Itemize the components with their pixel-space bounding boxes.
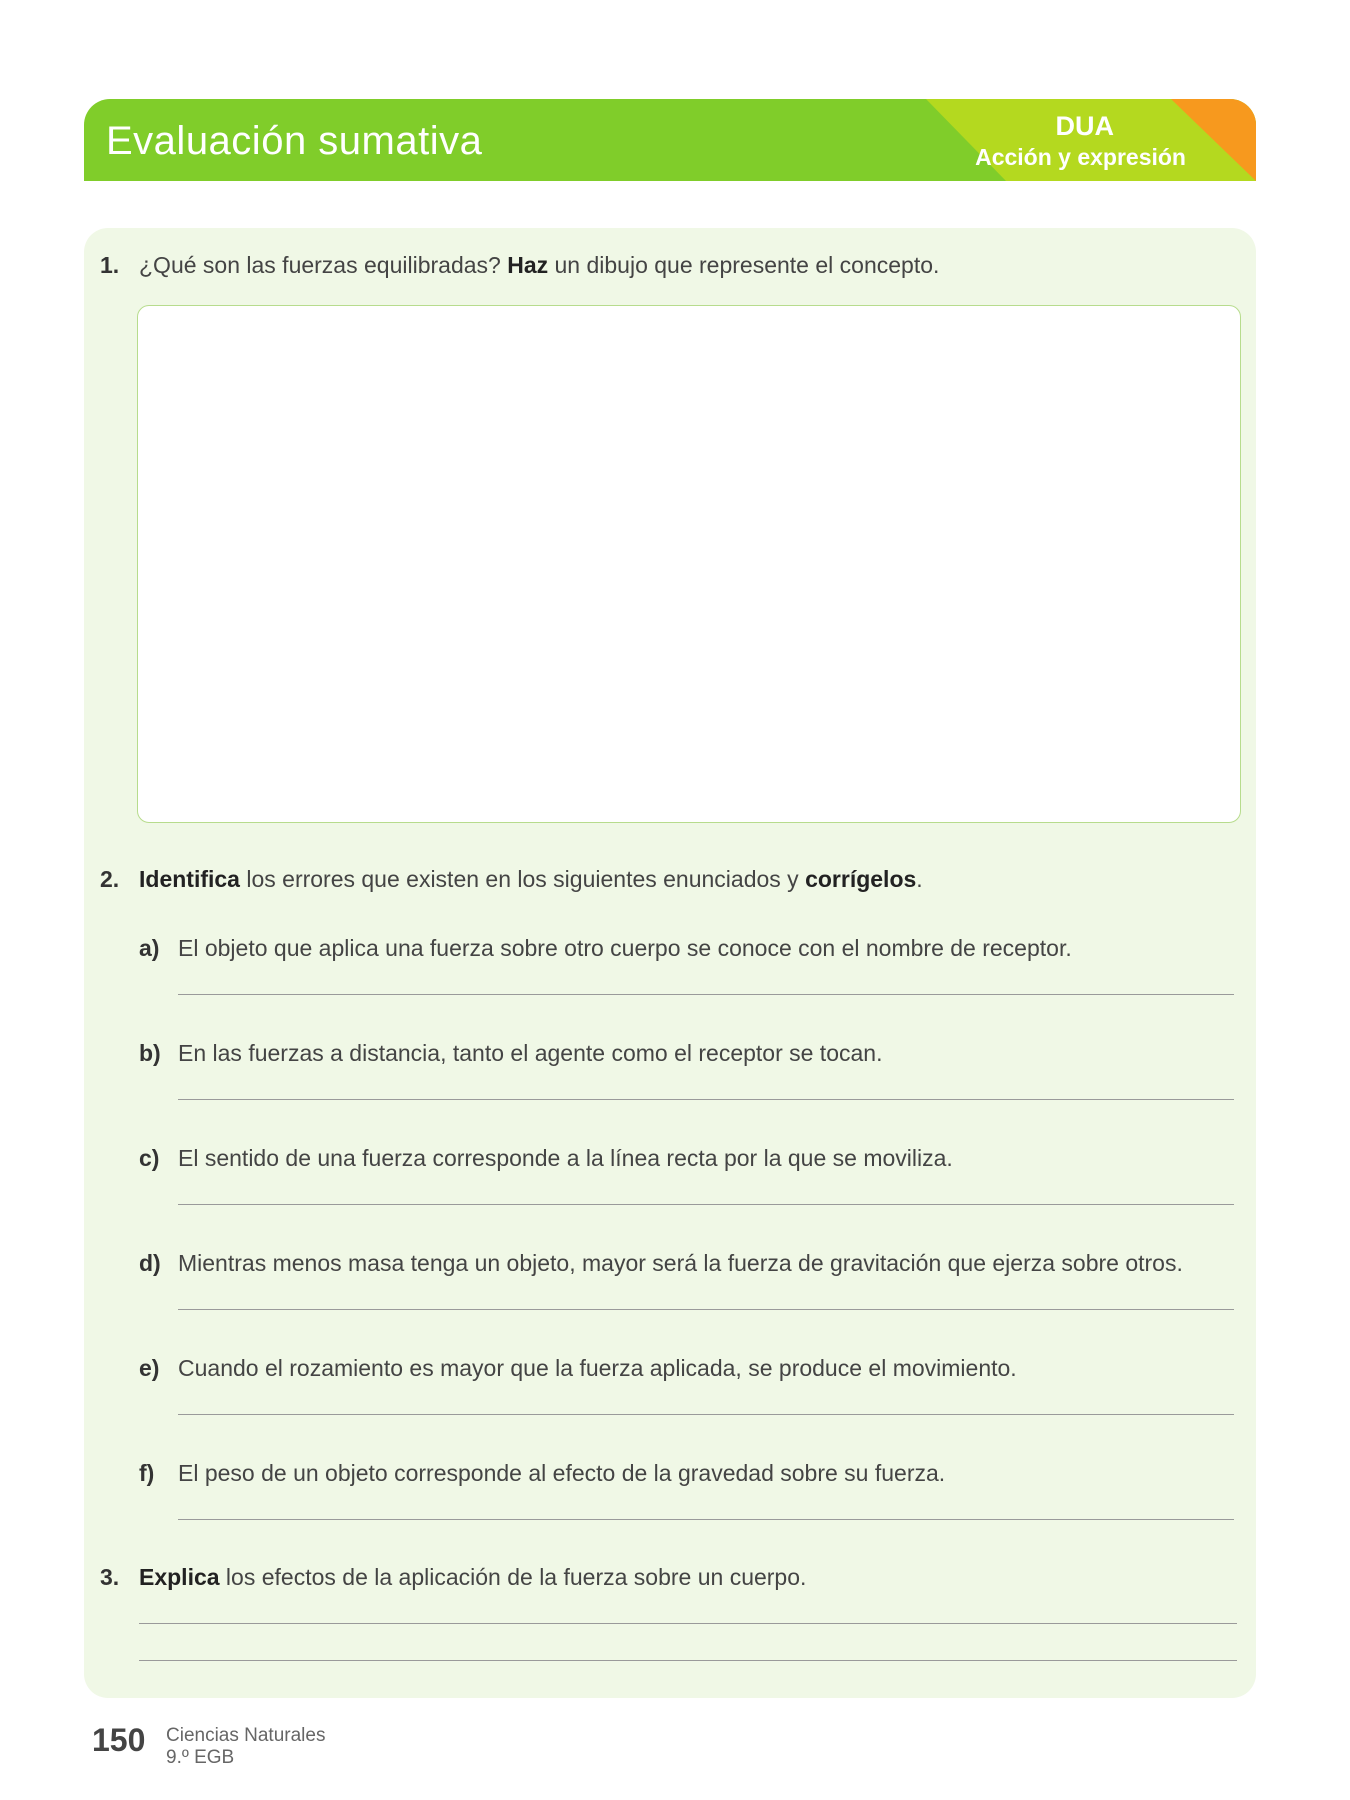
answer-line-d[interactable]: [178, 1309, 1234, 1310]
item-f-letter: f): [139, 1460, 155, 1486]
item-e-letter: e): [139, 1355, 160, 1381]
item-c-letter: c): [139, 1145, 160, 1171]
answer-line-f[interactable]: [178, 1519, 1234, 1520]
item-a-letter: a): [139, 935, 160, 961]
dua-badge-subtitle: Acción y expresión: [975, 144, 1186, 170]
item-a-text: El objeto que aplica una fuerza sobre otro cuerpo se conoce con el nombre de receptor.: [178, 935, 1072, 961]
question-3-number: 3.: [100, 1564, 120, 1590]
answer-line-b[interactable]: [178, 1099, 1234, 1100]
answer-line-e[interactable]: [178, 1414, 1234, 1415]
page-number: 150: [92, 1722, 146, 1758]
answer-line-3-2[interactable]: [139, 1660, 1237, 1661]
item-b-letter: b): [139, 1040, 161, 1066]
item-d-letter: d): [139, 1250, 161, 1276]
item-c-text: El sentido de una fuerza corresponde a la línea recta por la que se moviliza.: [178, 1145, 953, 1171]
dua-badge-title: DUA: [1055, 111, 1114, 141]
question-1-number: 1.: [100, 252, 120, 278]
question-3-text: Explica los efectos de la aplicación de la fuerza sobre un cuerpo.: [139, 1564, 807, 1590]
question-2-number: 2.: [100, 866, 120, 892]
question-1-text: ¿Qué son las fuerzas equilibradas? Haz un dibujo que represente el concepto.: [139, 252, 940, 278]
drawing-area[interactable]: [137, 305, 1241, 823]
item-e-text: Cuando el rozamiento es mayor que la fuerza aplicada, se produce el movimiento.: [178, 1355, 1017, 1381]
section-title: Evaluación sumativa: [106, 119, 483, 163]
answer-line-a[interactable]: [178, 994, 1234, 995]
answer-line-3-1[interactable]: [139, 1623, 1237, 1624]
section-header: [84, 99, 1256, 181]
footer-subject: Ciencias Naturales: [166, 1725, 326, 1746]
item-f-text: El peso de un objeto corresponde al efecto de la gravedad sobre su fuerza.: [178, 1460, 946, 1486]
item-d-text: Mientras menos masa tenga un objeto, mayor será la fuerza de gravitación que ejerza sobre otros.: [178, 1250, 1183, 1276]
footer-grade: 9.º EGB: [166, 1747, 235, 1768]
answer-line-c[interactable]: [178, 1204, 1234, 1205]
question-2-text: Identifica los errores que existen en los siguientes enunciados y corrígelos.: [139, 866, 923, 892]
item-b-text: En las fuerzas a distancia, tanto el agente como el receptor se tocan.: [178, 1040, 883, 1066]
